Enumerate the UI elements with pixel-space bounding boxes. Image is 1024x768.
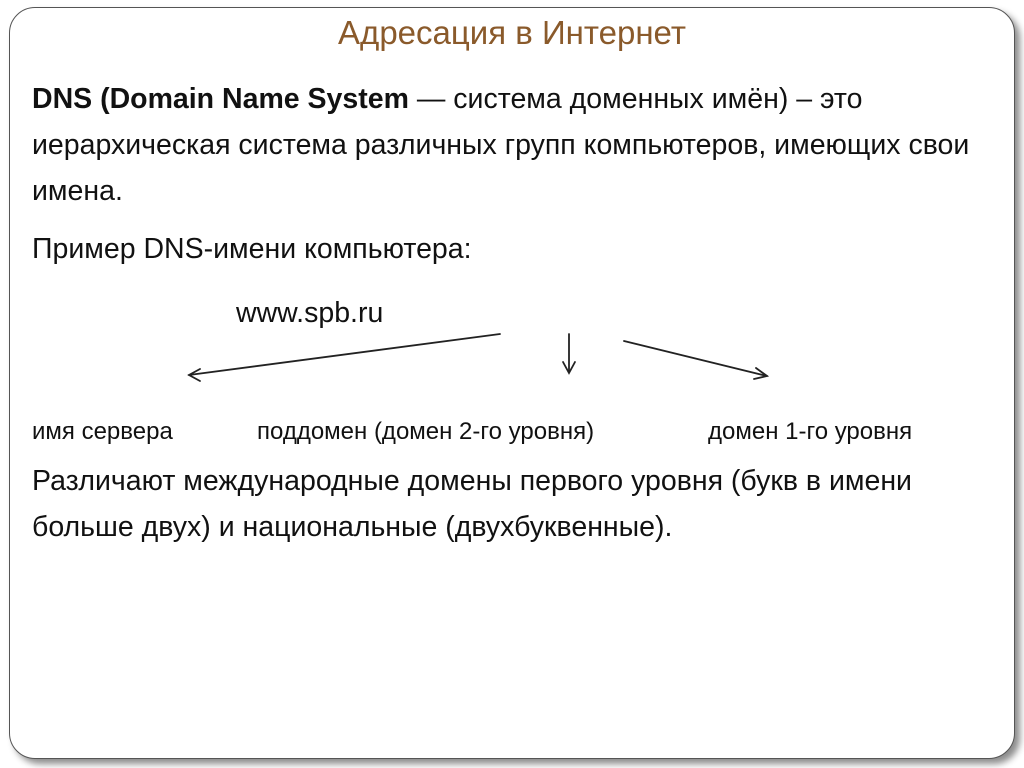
arrow-to-tld: [624, 341, 767, 379]
example-domain-name: www.spb.ru: [236, 297, 384, 329]
arrow-to-server: [189, 334, 500, 381]
label-top-level-domain: домен 1-го уровня: [708, 418, 913, 445]
label-subdomain: поддомен (домен 2-го уровня): [257, 418, 595, 445]
slide-title: Адресация в Интернет: [338, 14, 686, 51]
example-heading: Пример DNS-имени компьютера:: [32, 233, 472, 265]
arrow-to-subdomain: [563, 334, 575, 373]
label-server-name: имя сервера: [32, 418, 173, 445]
domains-explanation: Различают международные домены первого уровня (букв в имени больше двух) и национальные (двухбуквенные).: [32, 465, 912, 543]
dns-definition-rest: — система доменных имён) – это иерархическая система различных групп компьютеров, имеющих свои имена.: [32, 83, 970, 207]
dns-term: DNS (Domain Name System: [32, 83, 409, 115]
